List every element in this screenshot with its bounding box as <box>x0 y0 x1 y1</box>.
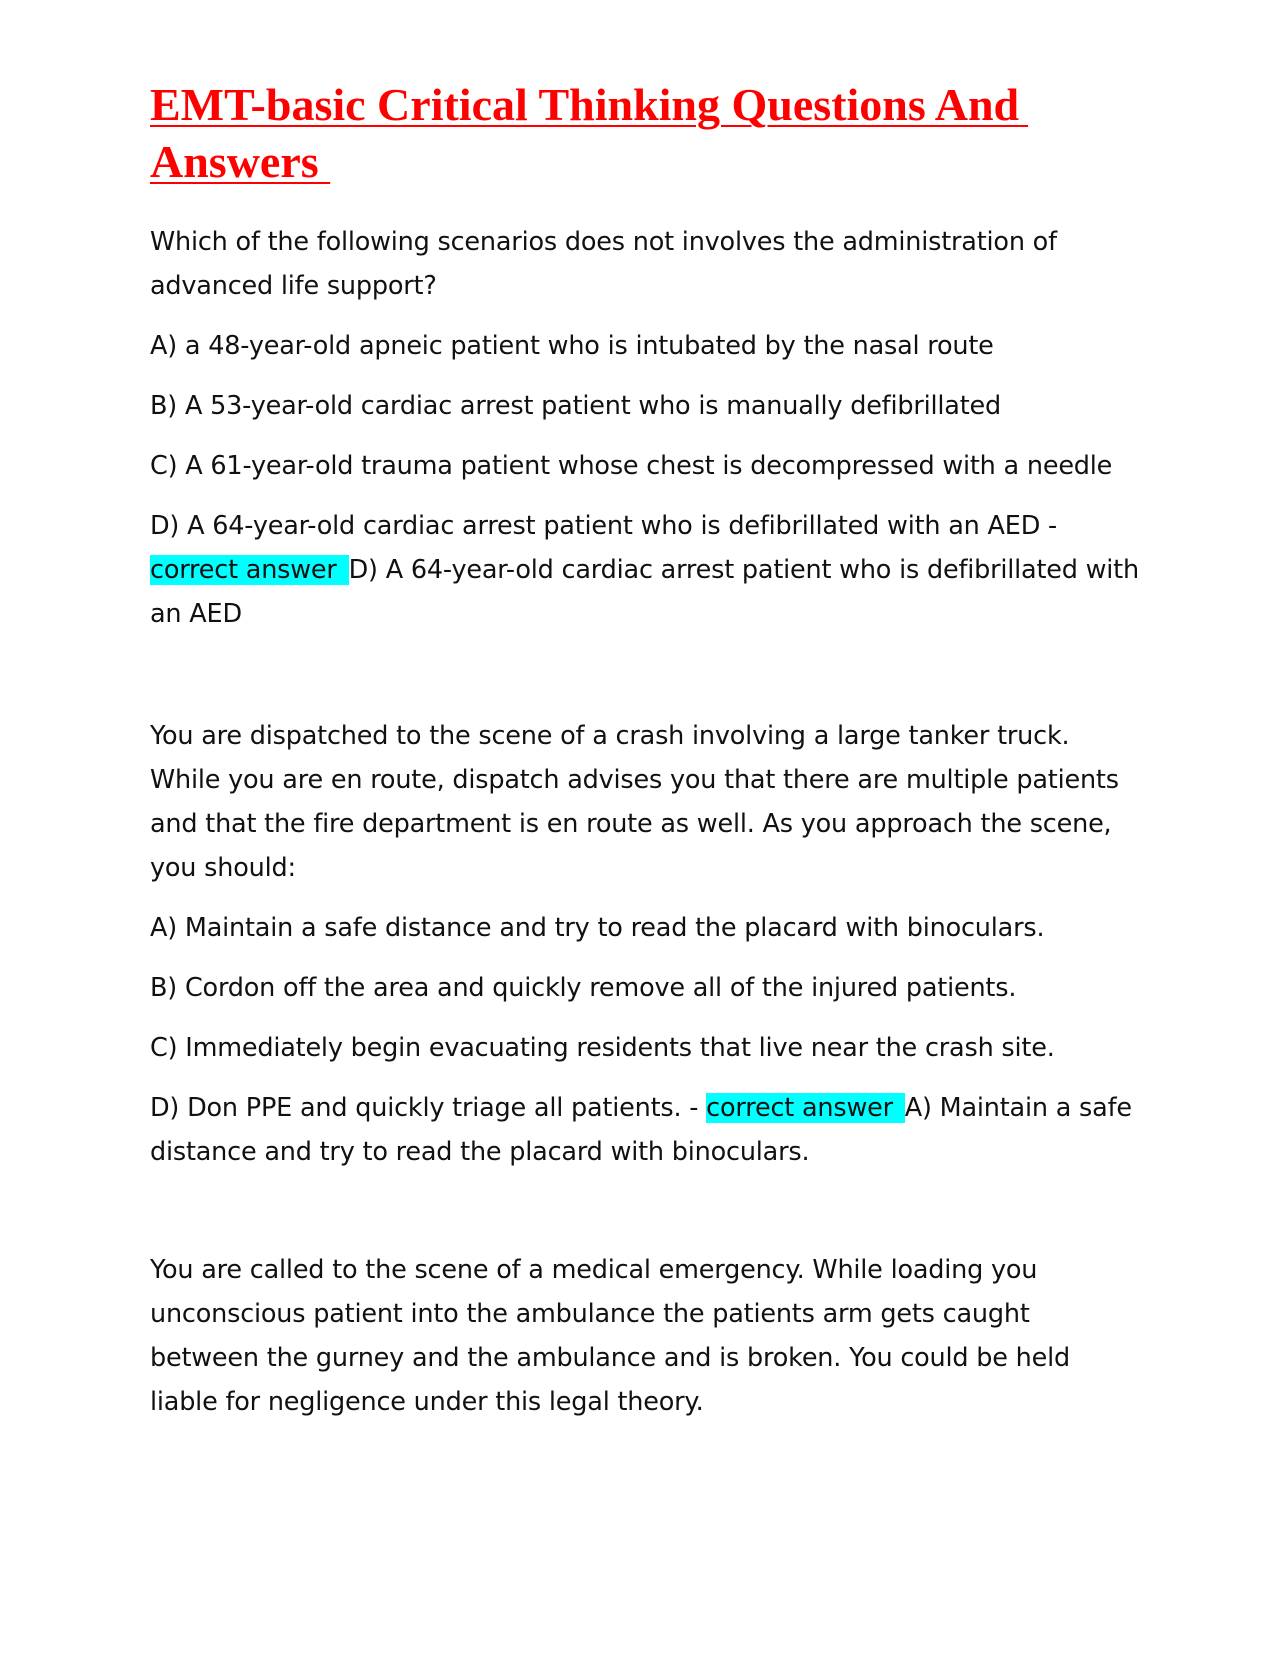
answer-option: A) Maintain a safe distance and try to read the placard with binoculars. <box>150 913 1045 943</box>
answer-option: C) Immediately begin evacuating residents that live near the crash site. <box>150 1033 1055 1063</box>
correct-answer-text: D) A 64-year-old cardiac arrest patient who is defibrillated with an AED <box>150 555 1139 629</box>
spacer <box>150 1190 1140 1248</box>
question-prompt: You are called to the scene of a medical emergency. While loading you unconscious patient into the ambulance the patients arm gets caught between the gurney and the ambulance and is broken. You could be held liable for negligence under this legal theory. <box>150 1255 1071 1417</box>
document-title: EMT-basic Critical Thinking Questions And Answers <box>150 79 1029 187</box>
answer-option: C) A 61-year-old trauma patient whose chest is decompressed with a needle <box>150 451 1113 481</box>
answer-option-with-answer <box>150 504 1140 636</box>
question-block-2 <box>150 714 1140 1174</box>
answer-option-text: D) Don PPE and quickly triage all patients. - <box>150 1093 707 1123</box>
correct-answer-highlight: correct answer <box>150 555 349 585</box>
answer-option: B) Cordon off the area and quickly remove all of the injured patients. <box>150 973 1017 1003</box>
answer-option-text: D) A 64-year-old cardiac arrest patient who is defibrillated with an AED - <box>150 511 1058 541</box>
question-block-3 <box>150 1248 1140 1424</box>
answer-option: A) a 48-year-old apneic patient who is intubated by the nasal route <box>150 331 994 361</box>
question-prompt: Which of the following scenarios does not involves the administration of advanced life support? <box>150 227 1057 301</box>
answer-option-with-answer <box>150 1086 1140 1174</box>
answer-option: B) A 53-year-old cardiac arrest patient who is manually defibrillated <box>150 391 1001 421</box>
correct-answer-text: A) Maintain a safe distance and try to read the placard with binoculars. <box>150 1093 1132 1167</box>
correct-answer-highlight: correct answer <box>706 1093 905 1123</box>
document-body <box>150 76 1140 1440</box>
question-block-1 <box>150 220 1140 636</box>
question-prompt: You are dispatched to the scene of a crash involving a large tanker truck. While you are en route, dispatch advises you that there are multiple patients and that the fire department is en route as well. As you approach the scene, you should: <box>150 721 1119 883</box>
spacer <box>150 652 1140 714</box>
